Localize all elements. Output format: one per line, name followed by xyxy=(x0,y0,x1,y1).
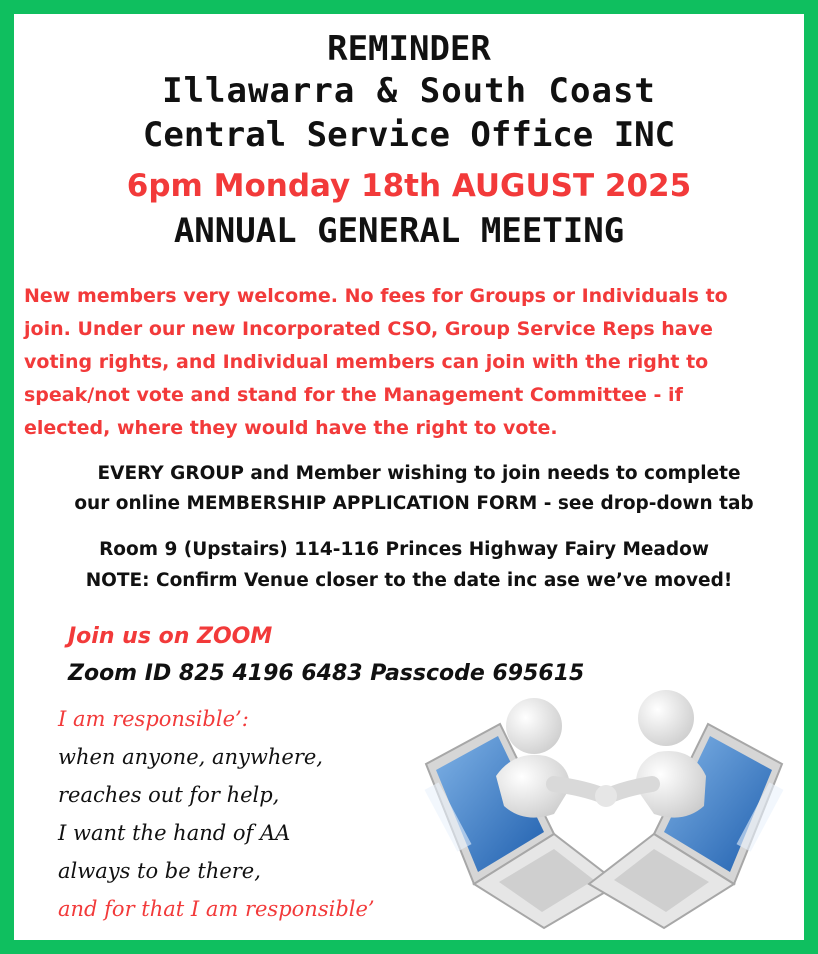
zoom-details: Zoom ID 825 4196 6483 Passcode 695615 xyxy=(68,661,585,686)
poem-line: I want the hand of AA xyxy=(58,821,291,845)
poem-line: reaches out for help, xyxy=(58,783,280,807)
intro-line: elected, where they would have the right to vote. xyxy=(24,417,558,439)
venue-note: NOTE: Confirm Venue closer to the date inc ase we’ve moved! xyxy=(85,570,733,591)
venue-address: Room 9 (Upstairs) 114-116 Princes Highway Fairy Meadow xyxy=(99,539,709,560)
zoom-heading: Join us on ZOOM xyxy=(68,624,273,649)
intro-line: speak/not vote and stand for the Management Committee - if xyxy=(24,384,683,406)
handshake-laptops-illustration xyxy=(404,684,804,934)
org-name-line1: Illawarra & South Coast xyxy=(162,71,656,111)
poem-line: always to be there, xyxy=(58,859,261,883)
meeting-date: 6pm Monday 18th AUGUST 2025 xyxy=(126,168,692,204)
left-laptop xyxy=(425,724,619,928)
handshake xyxy=(595,785,617,807)
poem-line: I am responsible’: xyxy=(58,707,249,731)
intro-paragraph xyxy=(24,280,794,445)
right-laptop xyxy=(589,724,783,928)
meeting-title: ANNUAL GENERAL MEETING xyxy=(173,211,625,251)
reminder-heading: REMINDER xyxy=(327,29,491,69)
intro-line: voting rights, and Individual members can join with the right to xyxy=(24,351,709,373)
membership-line2: our online MEMBERSHIP APPLICATION FORM - see drop-down tab xyxy=(74,493,754,514)
responsibility-statement xyxy=(58,700,375,928)
org-name-line2: Central Service Office INC xyxy=(142,115,676,155)
intro-line: New members very welcome. No fees for Groups or Individuals to xyxy=(24,285,728,307)
intro-line: join. Under our new Incorporated CSO, Group Service Reps have xyxy=(24,318,713,340)
membership-line1: EVERY GROUP and Member wishing to join needs to complete xyxy=(97,463,741,484)
poem-line: and for that I am responsible’ xyxy=(58,897,375,921)
right-figure xyxy=(608,690,706,818)
poem-line: when anyone, anywhere, xyxy=(58,745,323,769)
